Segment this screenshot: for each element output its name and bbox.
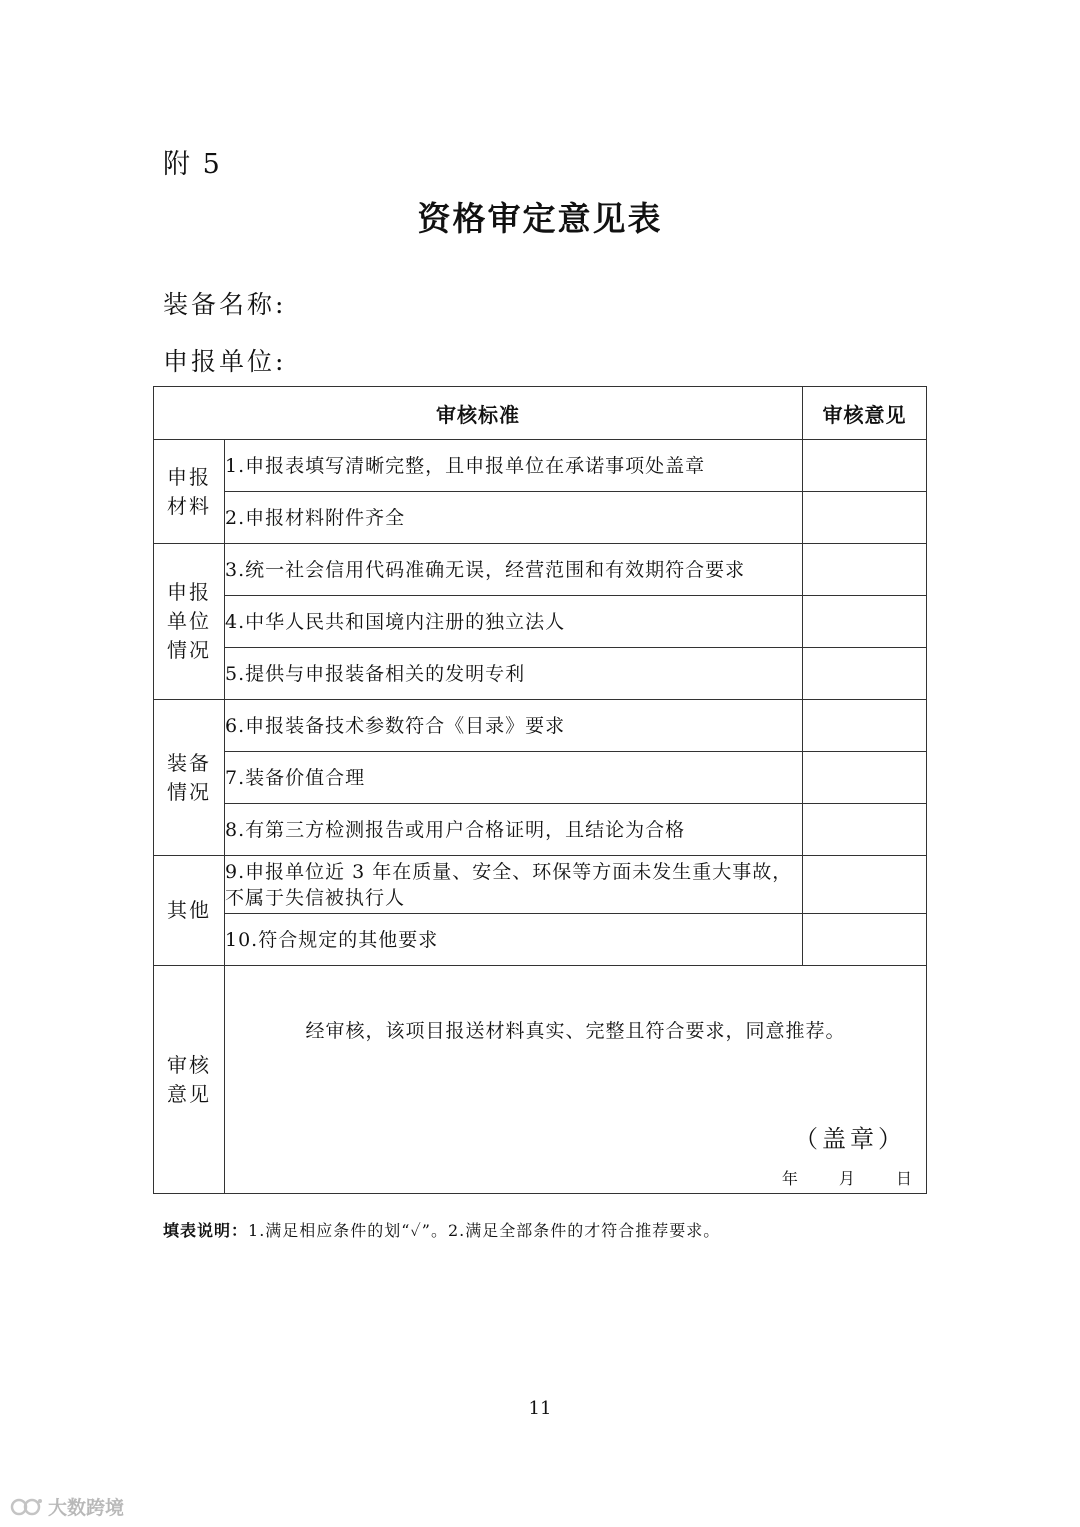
equipment-name-label: 装备名称: [163,290,287,319]
criterion-2: 2.申报材料附件齐全 [225,492,803,544]
date-line: 年 月 日 [781,1169,912,1188]
criterion-5: 5.提供与申报装备相关的发明专利 [225,648,803,700]
review-label: 审核 意见 [154,966,225,1194]
review-conclusion: 经审核，该项目报送材料真实、完整且符合要求，同意推荐。 [305,1020,846,1042]
group-label: 装备 情况 [154,700,225,856]
opinion-cell-5[interactable] [803,648,927,700]
header-criteria: 审核标准 [154,387,803,440]
criterion-7: 7.装备价值合理 [225,752,803,804]
group-label: 其他 [154,856,225,966]
opinion-cell-1[interactable] [803,440,927,492]
opinion-cell-3[interactable] [803,544,927,596]
note-label: 填表说明： [163,1221,249,1240]
page-title: 资格审定意见表 [417,199,663,238]
criterion-1: 1.申报表填写清晰完整，且申报单位在承诺事项处盖章 [225,440,803,492]
seal-label: （盖章） [794,1125,906,1153]
review-area[interactable] [225,966,927,1194]
opinion-cell-4[interactable] [803,596,927,648]
header-opinion: 审核意见 [803,387,927,440]
review-table [153,386,927,1194]
watermark [10,1493,124,1520]
criterion-4: 4.中华人民共和国境内注册的独立法人 [225,596,803,648]
note-text: 1.满足相应条件的划“✓”。2.满足全部条件的才符合推荐要求。 [248,1221,721,1240]
opinion-cell-2[interactable] [803,492,927,544]
opinion-cell-10[interactable] [803,914,927,966]
watermark-logo-icon [10,1496,44,1518]
criterion-9: 9.申报单位近 3 年在质量、安全、环保等方面未发生重大事故，不属于失信被执行人 [225,856,803,914]
opinion-cell-9[interactable] [803,856,927,914]
annex-label: 附 5 [163,149,222,180]
group-label: 申报 单位 情况 [154,544,225,700]
filling-note [163,1218,720,1241]
opinion-cell-6[interactable] [803,700,927,752]
opinion-cell-7[interactable] [803,752,927,804]
applicant-label: 申报单位: [163,347,287,376]
watermark-text: 大数跨境 [48,1497,125,1519]
criterion-10: 10.符合规定的其他要求 [225,914,803,966]
group-label: 申报 材料 [154,440,225,544]
page-number: 11 [528,1398,552,1419]
opinion-cell-8[interactable] [803,804,927,856]
criterion-8: 8.有第三方检测报告或用户合格证明，且结论为合格 [225,804,803,856]
criterion-6: 6.申报装备技术参数符合《目录》要求 [225,700,803,752]
criterion-3: 3.统一社会信用代码准确无误，经营范围和有效期符合要求 [225,544,803,596]
